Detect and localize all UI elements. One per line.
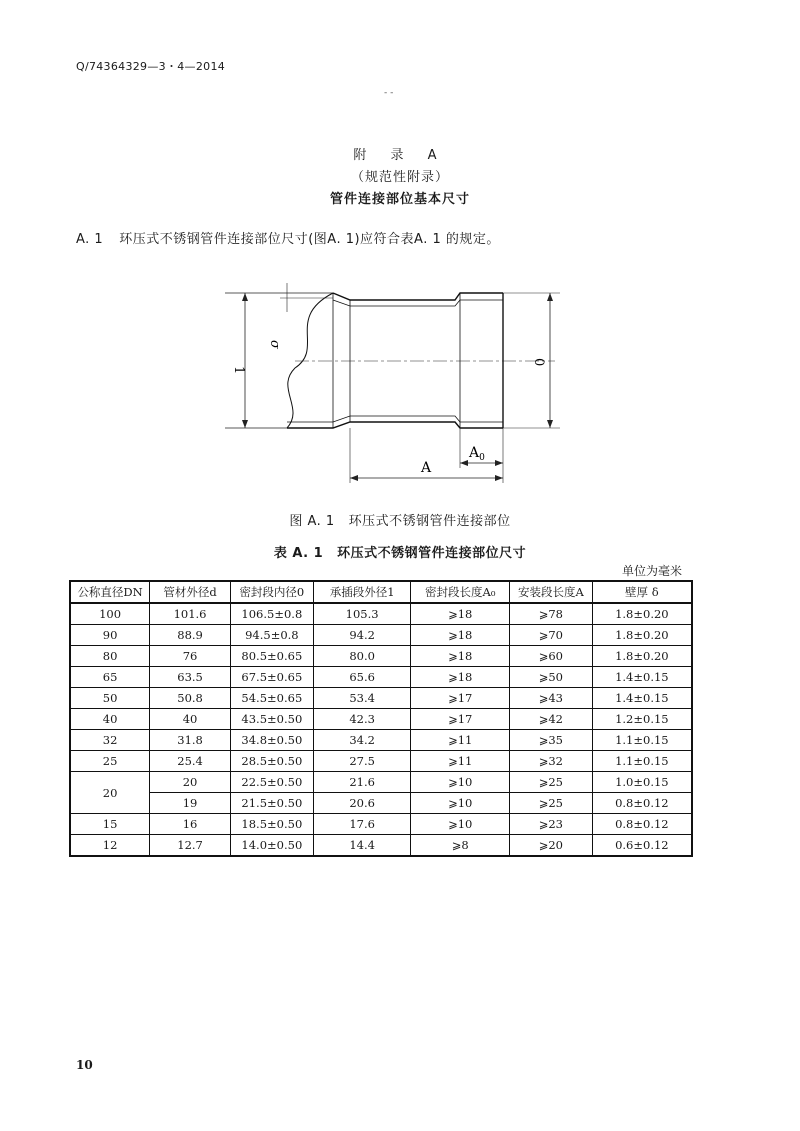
table-cell: 34.8±0.50 [230,730,313,751]
table-cell: ⩾43 [510,688,593,709]
table-cell: 1.2±0.15 [592,709,692,730]
dim-1-label: 1 [231,366,246,375]
table-caption [0,542,800,561]
fitting-drawing [225,278,575,493]
table-cell: 14.4 [313,835,411,857]
table-cell: 32 [70,730,150,751]
appendix-heading: 管件连接部位基本尺寸 [329,192,470,207]
table-cell: 31.8 [150,730,231,751]
table-cell: 94.2 [313,625,411,646]
table-cell: ⩾17 [411,709,510,730]
table-cell: ⩾10 [411,772,510,793]
table-cell: 40 [150,709,231,730]
table-row [70,667,692,688]
table-cell: 42.3 [313,709,411,730]
table-cell: 94.5±0.8 [230,625,313,646]
table-cell: 1.8±0.20 [592,646,692,667]
table-cell: 27.5 [313,751,411,772]
table-cell: 25.4 [150,751,231,772]
table-cell: 12.7 [150,835,231,857]
table-cell: 1.8±0.20 [592,625,692,646]
table-cell: ⩾42 [510,709,593,730]
page-number: 10 [76,1058,93,1072]
delta-label: σ [267,340,282,349]
table-cell: 53.4 [313,688,411,709]
table-cell: 65.6 [313,667,411,688]
table-cell: ⩾10 [411,793,510,814]
table-cell: 25 [70,751,150,772]
table-cell: 106.5±0.8 [230,603,313,625]
clause-a1 [76,228,500,247]
table-row [70,625,692,646]
table-cell: 20 [150,772,231,793]
dim-0-label: 0 [531,358,546,367]
table-cell: 1.1±0.15 [592,751,692,772]
table-cell: 1.0±0.15 [592,772,692,793]
table-cell: 50.8 [150,688,231,709]
table-row [70,751,692,772]
header-pipe-od: 管材外径d [150,581,231,603]
table-cell: 0.8±0.12 [592,814,692,835]
table-cell: 34.2 [313,730,411,751]
table-cell: 80.5±0.65 [230,646,313,667]
table-cell: 90 [70,625,150,646]
dimension-table [69,580,693,857]
table-cell: 0.6±0.12 [592,835,692,857]
table-cell: 1.4±0.15 [592,688,692,709]
table-caption-number: 表 A. 1 [273,546,324,561]
table-cell: 65 [70,667,150,688]
table-cell: ⩾20 [510,835,593,857]
table-cell: ⩾50 [510,667,593,688]
table-cell: ⩾25 [510,793,593,814]
table-cell: ⩾10 [411,814,510,835]
table-row [70,835,692,857]
dim-a0-label: $A_0$ [469,445,485,463]
table-cell: 67.5±0.65 [230,667,313,688]
table-cell: ⩾60 [510,646,593,667]
header-socket-od: 承插段外径1 [313,581,411,603]
table-row [70,709,692,730]
table-cell: ⩾18 [411,646,510,667]
table-cell: ⩾11 [411,730,510,751]
table-cell: 1.8±0.20 [592,603,692,625]
table-cell: 0.8±0.12 [592,793,692,814]
table-cell: 63.5 [150,667,231,688]
header-seal-id: 密封段内径0 [230,581,313,603]
table-cell: ⩾8 [411,835,510,857]
table-cell: ⩾11 [411,751,510,772]
table-cell: ⩾78 [510,603,593,625]
table-cell: ⩾23 [510,814,593,835]
table-cell: 54.5±0.65 [230,688,313,709]
figure-caption-text: 环压式不锈钢管件连接部位 [348,514,511,529]
table-cell: ⩾70 [510,625,593,646]
table-cell: 21.5±0.50 [230,793,313,814]
table-row [70,772,692,793]
table-cell: 50 [70,688,150,709]
table-cell: 12 [70,835,150,857]
table-cell: 22.5±0.50 [230,772,313,793]
table-cell: 1.1±0.15 [592,730,692,751]
table-cell: 28.5±0.50 [230,751,313,772]
table-cell: 105.3 [313,603,411,625]
figure-caption-number: 图 A. 1 [289,514,335,529]
table-cell: 80 [70,646,150,667]
table-cell: 17.6 [313,814,411,835]
header-wall: 壁厚 δ [592,581,692,603]
table-cell: 101.6 [150,603,231,625]
header-install-length: 安装段长度A [510,581,593,603]
table-row [70,730,692,751]
dim-a-label: A [421,460,432,476]
table-row [70,603,692,625]
table-cell: 40 [70,709,150,730]
table-cell: 21.6 [313,772,411,793]
table-cell: 80.0 [313,646,411,667]
table-cell: 19 [150,793,231,814]
table-cell: ⩾17 [411,688,510,709]
table-cell: ⩾32 [510,751,593,772]
header-seal-length: 密封段长度A₀ [411,581,510,603]
table-cell: 15 [70,814,150,835]
table-cell: 20 [70,772,150,814]
header-marks: - - [384,88,394,98]
table-cell: 14.0±0.50 [230,835,313,857]
clause-text: 环压式不锈钢管件连接部位尺寸(图A. 1)应符合表A. 1 的规定。 [119,232,500,247]
table-cell: 100 [70,603,150,625]
table-caption-text: 环压式不锈钢管件连接部位尺寸 [337,546,527,561]
table-cell: 20.6 [313,793,411,814]
table-row [70,646,692,667]
table-cell: 76 [150,646,231,667]
table-header-row [70,581,692,603]
table-cell: ⩾18 [411,667,510,688]
table-cell: 1.4±0.15 [592,667,692,688]
clause-number: A. 1 [76,232,104,247]
table-cell: ⩾18 [411,603,510,625]
table-cell: ⩾25 [510,772,593,793]
appendix-subtitle: （规范性附录） [350,170,449,185]
table-cell: ⩾35 [510,730,593,751]
table-cell: 16 [150,814,231,835]
table-cell: 88.9 [150,625,231,646]
table-cell: ⩾18 [411,625,510,646]
figure-caption [0,510,800,529]
table-row [70,814,692,835]
table-cell: 43.5±0.50 [230,709,313,730]
header-dn: 公称直径DN [70,581,150,603]
table-row [70,793,692,814]
table-unit: 单位为毫米 [621,564,682,578]
table-row [70,688,692,709]
standard-code: Q/74364329—3・4—2014 [76,60,226,73]
table-cell: 18.5±0.50 [230,814,313,835]
appendix-title: 附 录 A [353,148,447,163]
